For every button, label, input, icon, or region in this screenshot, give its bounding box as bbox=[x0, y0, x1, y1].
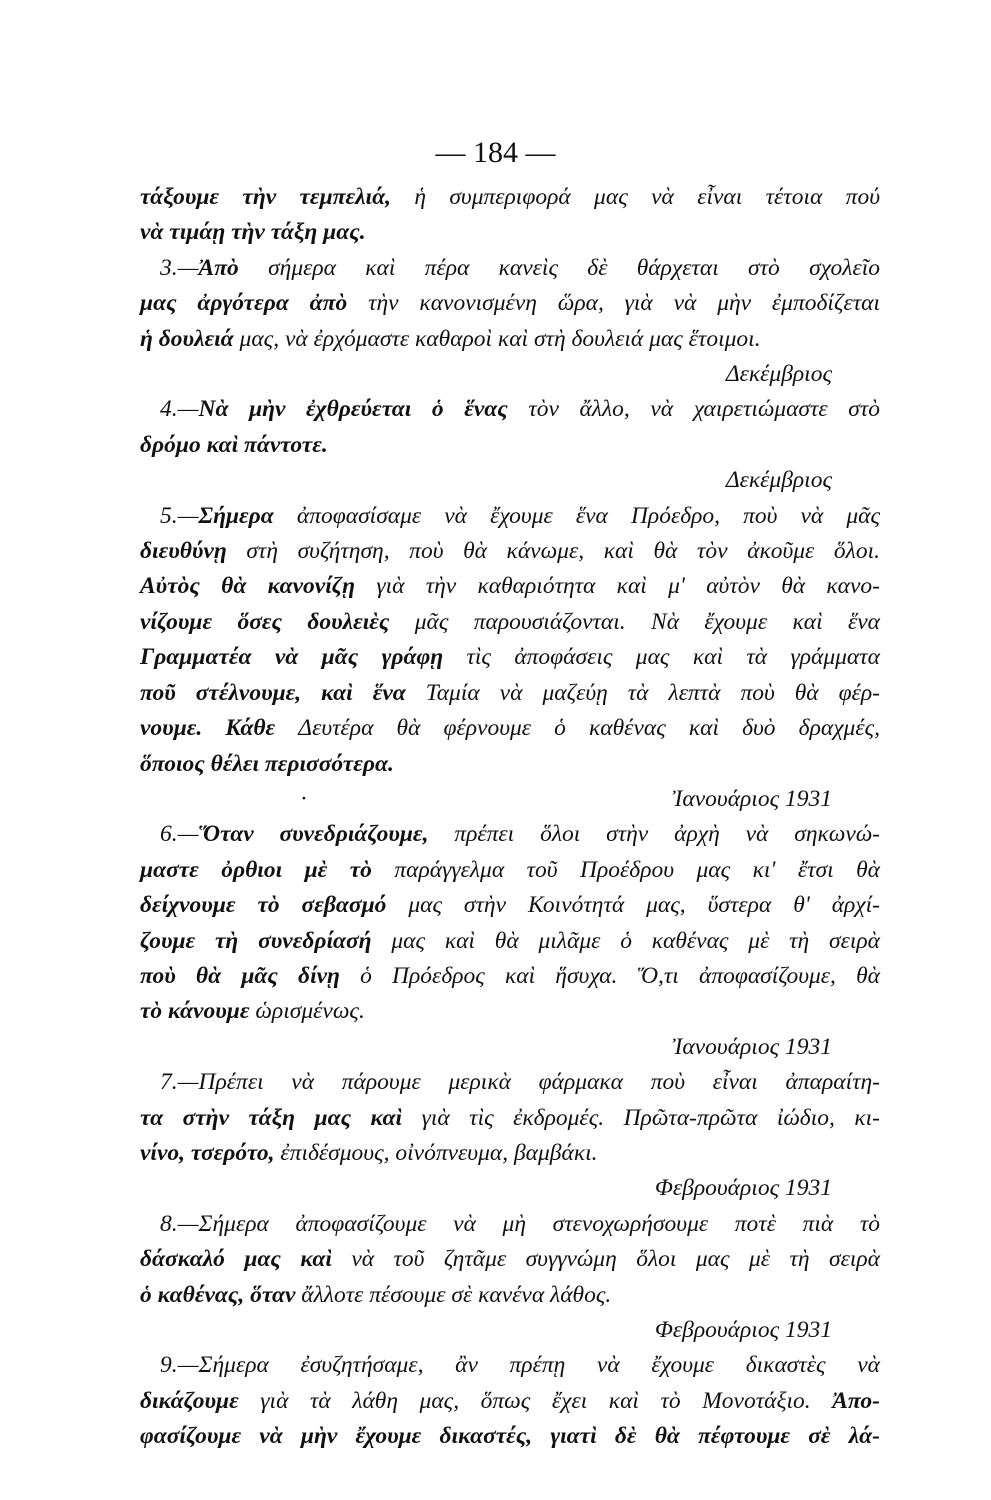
text-line: ζουμε τὴ συνεδρίασή μας καὶ θὰ μιλᾶμε ὁ καθένας μὲ τὴ σειρὰ bbox=[140, 927, 880, 954]
paragraph-8: 8.—Σήμερα ἀποφασίζουμε νὰ μὴ στενοχωρήσουμε ποτὲ πιὰ τὸ bbox=[160, 1210, 880, 1237]
body-text bbox=[140, 180, 880, 1455]
date-label: Δεκέμβριος bbox=[725, 467, 832, 494]
text-line: ἡ δουλειά μας, νὰ ἐρχόμαστε καθαροὶ καὶ στὴ δουλειά μας ἕτοιμοι. bbox=[140, 325, 761, 352]
text-line: μαστε ὀρθιοι μὲ τὸ παράγγελμα τοῦ Προέδρου μας κι' ἔτσι θὰ bbox=[140, 856, 880, 883]
text-line: φασίζουμε νὰ μὴν ἔχουμε δικαστές, γιατὶ δὲ θὰ πέφτουμε σὲ λά- bbox=[140, 1423, 880, 1450]
text-line: νὰ τιμάῃ τὴν τάξη μας. bbox=[140, 219, 366, 246]
text-line: δικάζουμε γιὰ τὰ λάθη μας, ὅπως ἔχει καὶ τὸ Μονοτάξιο. Ἀπο- bbox=[140, 1387, 880, 1414]
text-line: διευθύνῃ στὴ συζήτηση, ποὺ θὰ κάνωμε, καὶ θὰ τὸν ἀκοῦμε ὅλοι. bbox=[140, 538, 880, 565]
text-line: ποὺ θὰ μᾶς δίνῃ ὁ Πρόεδρος καὶ ἥσυχα. Ὅ,τι ἀποφασίζουμε, θὰ bbox=[140, 962, 880, 989]
text-line: Αὐτὸς θὰ κανονίζῃ γιὰ τὴν καθαριότητα καὶ μ' αὐτὸν θὰ κανο- bbox=[140, 573, 880, 600]
text-line: τάξουμε τὴν τεμπελιά, ἡ συμπεριφορά μας νὰ εἶναι τέτοια πού bbox=[140, 184, 880, 210]
text-line: νίζουμε ὅσες δουλειὲς μᾶς παρουσιάζονται. Νὰ ἔχουμε καὶ ἕνα bbox=[140, 608, 880, 635]
date-label: Φεβρουάριος 1931 bbox=[655, 1317, 832, 1343]
text-line: τὸ κάνουμε ὡρισμένως. bbox=[140, 998, 365, 1025]
page-number: — 184 — bbox=[435, 136, 556, 169]
date-label: Φεβρουάριος 1931 bbox=[655, 1175, 832, 1202]
paragraph-9: 9.—Σήμερα ἐσυζητήσαμε, ἂν πρέπῃ νὰ ἔχουμε δικαστὲς νὰ bbox=[160, 1352, 880, 1379]
text-line: δάσκαλό μας καὶ νὰ τοῦ ζητᾶμε συγγνώμη ὅλοι μας μὲ τὴ σειρὰ bbox=[140, 1246, 880, 1273]
text-line: νουμε. Κάθε Δευτέρα θὰ φέρνουμε ὁ καθένας καὶ δυὸ δραχμές, bbox=[140, 715, 881, 742]
text-line: ὁ καθένας, ὅταν ἄλλοτε πέσουμε σὲ κανένα λάθος. bbox=[140, 1281, 612, 1308]
paragraph-6: 6.—Ὅταν συνεδριάζουμε, πρέπει ὅλοι στὴν ἀρχὴ νὰ σηκωνώ- bbox=[160, 821, 881, 848]
text-line: μας ἀργότερα ἀπὸ τὴν κανονισμένη ὥρα, γιὰ νὰ μὴν ἐμποδίζεται bbox=[140, 290, 880, 317]
date-label: Δεκέμβριος bbox=[725, 361, 832, 388]
paragraph-5: 5.—Σήμερα ἀποφασίσαμε νὰ ἔχουμε ἕνα Πρόεδρο, ποὺ νὰ μᾶς bbox=[160, 502, 880, 529]
bullet-mark: · bbox=[300, 785, 308, 812]
paragraph-3: 3.—Ἀπὸ σήμερα καὶ πέρα κανεὶς δὲ θάρχεται στὸ σχολεῖο bbox=[160, 254, 880, 281]
text-line: δείχνουμε τὸ σεβασμό μας στὴν Κοινότητά μας, ὕστερα θ' ἀρχί- bbox=[140, 892, 880, 919]
text-line: δρόμο καὶ πάντοτε. bbox=[140, 431, 328, 458]
date-label: · Ἰανουάριος 1931 bbox=[140, 782, 880, 817]
text-line: ὅποιος θέλει περισσότερα. bbox=[140, 750, 394, 777]
date-label: Ἰανουάριος 1931 bbox=[672, 1033, 832, 1060]
text-line: ποῦ στέλνουμε, καὶ ἕνα Ταμία νὰ μαζεύῃ τὰ λεπτὰ ποὺ θὰ φέρ- bbox=[140, 679, 880, 706]
text-line: νίνο, τσερότο, ἐπιδέσμους, οἰνόπνευμα, βαμβάκι. bbox=[140, 1139, 598, 1166]
text-line: Γραμματέα νὰ μᾶς γράφῃ τὶς ἀποφάσεις μας καὶ τὰ γράμματα bbox=[140, 644, 881, 671]
text-line: τα στὴν τάξη μας καὶ γιὰ τὶς ἐκδρομές. Πρῶτα-πρῶτα ἰώδιο, κι- bbox=[140, 1104, 880, 1131]
paragraph-7: 7.—Πρέπει νὰ πάρουμε μερικὰ φάρμακα ποὺ εἶναι ἀπαραίτη- bbox=[160, 1069, 880, 1096]
paragraph-4: 4.—Νὰ μὴν ἐχθρεύεται ὁ ἕνας τὸν ἄλλο, νὰ χαιρετιώμαστε στὸ bbox=[160, 396, 880, 423]
